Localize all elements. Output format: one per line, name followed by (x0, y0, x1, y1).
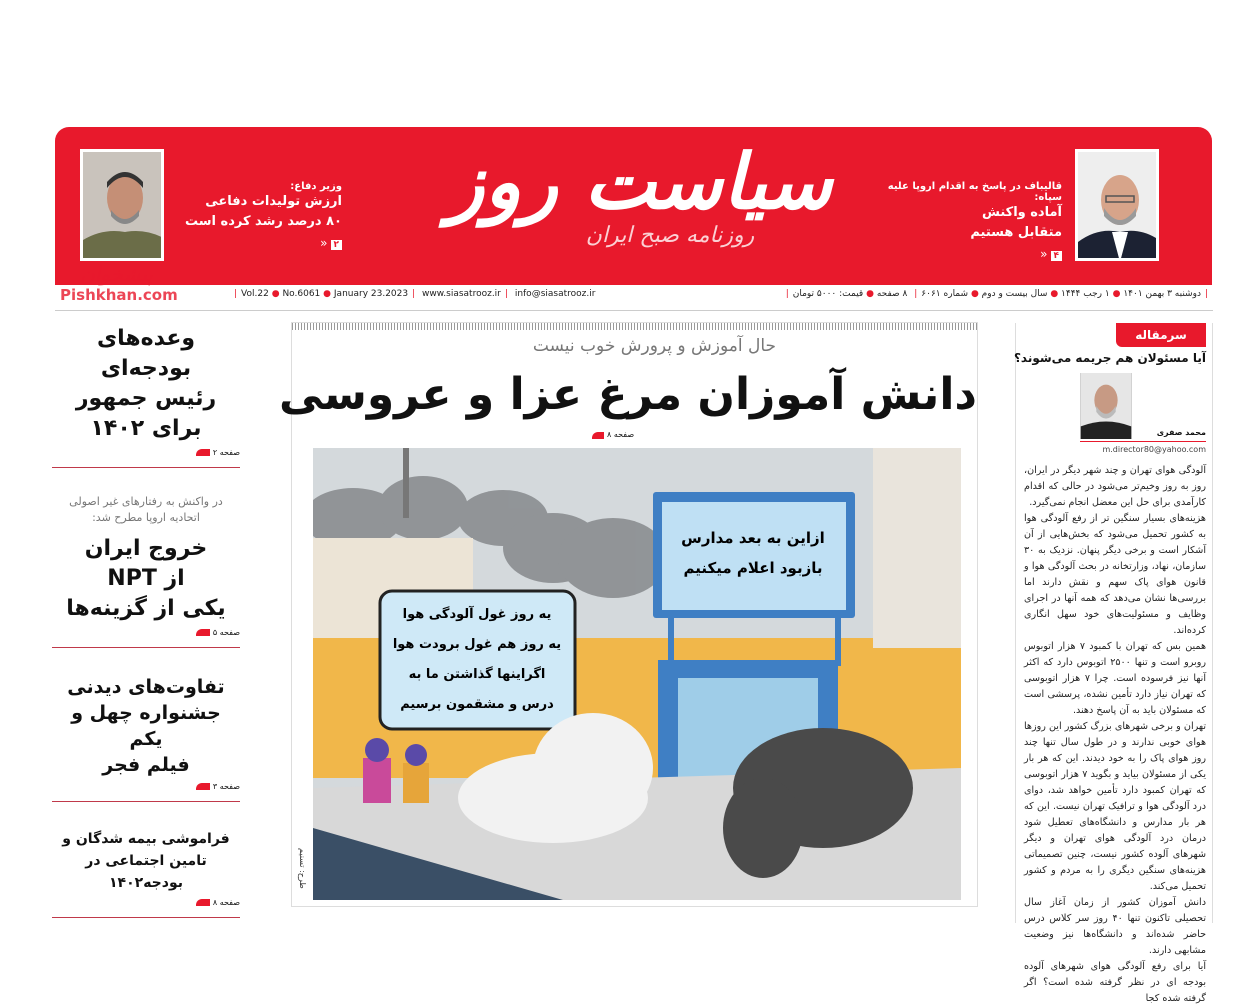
text: سیاست روز (447, 137, 833, 226)
text: برای ۱۴۰۲ (90, 416, 202, 441)
chevron-icon: « (320, 236, 328, 250)
editorial[interactable] (1013, 323, 1213, 1004)
sign-text: بازبود اعلام میکنیم (683, 559, 823, 577)
text: قالیباف در پاسخ به اقدام اروپا علیه سپاه: (887, 181, 1062, 203)
text: دوشنبه ۳ بهمن ۱۴۰۱ (1123, 289, 1201, 299)
page-ref (52, 898, 240, 907)
website-link[interactable]: www.siasatrooz.ir (422, 289, 501, 299)
bubble-text: درس و مشقمون برسیم (400, 697, 554, 712)
text: تهران و برخی شهرهای بزرگ کشور این روزها هوای خوبی ندارند و در طول سال تنها چند روز هوای پاک را به خود دیدند. این که هر بار یکی از مسئولان بیاید و بگوید ۷ هزار اتوبوسی که تهران کمبود دارد تأمین خواهد شد، دوای درد آلودگی هوا و ترافیک تهران نیست. این که هر بار مدارس و دانشگاه‌های تعطیل شود درمان درد آلودگی هوای تهران و دیگر شهرهای آلوده کشور نیست، چنین تصمیماتی هزینه‌های سنگین دیگری را به مردم و کشور تحمیل می‌کند. (1024, 721, 1206, 892)
text: پیشخوان (80, 262, 153, 286)
text: رئیس جمهور (75, 386, 217, 411)
editorial-body (1024, 463, 1206, 1007)
text: همین بس که تهران با کمبود ۷ هزار اتوبوس روبرو است و تنها ۲۵۰۰ اتوبوس دارد که اکثر آنها نیز فرسوده است. چرا ۷ هزار اتوبوسی که تهران نیاز دارد تأمین نشده، پرسشی است که مسئولان باید به آن پاسخ دهند. (1024, 641, 1207, 716)
text: آلودگی هوای تهران و چند شهر دیگر در ایران، روز به روز وخیم‌تر می‌شود در حالی که اقدام کارآمدی برای حل این معضل انجام نمی‌گیرد. (1024, 465, 1206, 508)
text: آماده واکنش (981, 205, 1062, 220)
text: صفحه ۳ (212, 782, 240, 791)
main-headline: دانش آموزان مرغ عزا و عروسی (279, 369, 977, 420)
divider (55, 310, 1213, 311)
defense-minister-photo (80, 149, 164, 261)
divider (1080, 441, 1206, 442)
editorial-title: آیا مسئولان هم جریمه می‌شوند؟ (1013, 351, 1206, 365)
text: اتحادیه اروپا مطرح شد: (92, 511, 200, 524)
text: جشنواره چهل و یکم (71, 702, 221, 750)
left-column (52, 324, 240, 918)
text: تامین اجتماعی در بودجه۱۴۰۲ (85, 853, 207, 891)
text: وزیر دفاع: (290, 181, 342, 192)
text: دانش آموزان کشور از زمان آغاز سال تحصیلی تاکنون تنها ۴۰ روز سر کلاس درس حاضر شده‌اند و دانشگاه‌ها نیز وضعیت مشابهی دارند. (1024, 897, 1206, 956)
email-link[interactable]: info@siasatrooz.ir (514, 289, 596, 299)
masthead-banner (55, 127, 1212, 285)
cartoon-illustration (313, 448, 961, 900)
info-strip: | Vol.22 ● No.6061 ● January 23.2023 | www.siasatrooz.ir | info@siasatrooz.ir |دوشنبه ۳ بهمن ۱۴۰۱ ● ۱ رجب ۱۴۴۴ ● سال بیست و دوم ● شماره ۶۰۶۱| ۸ صفحه ● قیمت: ۵۰۰۰ تومان| (234, 289, 1208, 299)
text: خروج ایران (84, 536, 208, 561)
text: صفحه ۸ (212, 898, 240, 907)
main-kicker: حال آموزش و پرورش خوب نیست (532, 336, 777, 356)
cartoon-credit: طرح: تسنیم (298, 848, 307, 889)
text: وعده‌های بودجه‌ای (96, 326, 196, 381)
text: ارزش تولیدات دفاعی (205, 194, 342, 209)
page-marker-icon (196, 629, 210, 636)
newspaper-logo (430, 127, 850, 282)
editorial-tag: سرمقاله (1116, 323, 1206, 347)
text: Vol.22 (241, 289, 269, 299)
text: ۸۰ درصد رشد کرده است (185, 214, 342, 229)
text: January 23.2023 (333, 289, 409, 299)
text: در واکنش به رفتارهای غیر اصولی (69, 495, 223, 508)
story-insurance[interactable] (52, 828, 240, 918)
text: تفاوت‌های دیدنی (67, 676, 225, 698)
text: صفحه ۵ (212, 628, 240, 637)
teaser-defense[interactable] (162, 181, 342, 251)
story-npt-exit[interactable] (52, 494, 240, 648)
text: یکی از گزینه‌ها (66, 596, 226, 621)
text: هزینه‌های بسیار سنگین تر از رفع آلودگی هوا به کشور تحمیل می‌شود که بخش‌هایی از آن آشکار است و برخی دیگر پنهان. نزدیک به ۳۰ سازمان، نهاد، وزارتخانه در بحث آلودگی هوا و قانون هوای پاک سهم و نقش دارند اما بررسی‌ها نشان می‌دهد که همه آنها در اجرای وظایف و مسئولیت‌های خود سهل انگاری کرده‌اند. (1024, 513, 1206, 636)
decorative-rule (292, 323, 977, 330)
text: صفحه ۸ (607, 430, 635, 439)
story-fajr-festival[interactable] (52, 674, 240, 802)
teaser-qalibaf[interactable] (862, 181, 1062, 262)
text: متقابل هستیم (970, 225, 1062, 240)
page-marker-icon (196, 449, 210, 456)
story-budget-promises[interactable] (52, 324, 240, 468)
page-marker-icon (196, 783, 210, 790)
qalibaf-photo (1075, 149, 1159, 261)
main-story[interactable] (279, 322, 978, 907)
page-marker-icon (592, 432, 604, 439)
bubble-text: یه روز هم غول برودت هوا (392, 637, 562, 652)
chevron-icon: « (1040, 247, 1048, 261)
bubble-text: یه روز غول آلودگی هوا (402, 607, 552, 622)
watermark (60, 262, 178, 304)
sign-text: ازاین به بعد مدارس (681, 529, 825, 547)
page-ref: ۴ (1051, 251, 1063, 261)
text: ۸ صفحه (876, 289, 908, 299)
text: سال بیست و دوم (981, 289, 1048, 299)
text: فراموشی بیمه شدگان و (62, 831, 230, 847)
author-email[interactable]: m.director80@yahoo.com (1102, 445, 1206, 454)
author-photo (1080, 373, 1132, 439)
text: آیا برای رفع آلودگی هوای شهرهای آلوده بودجه ای در نظر گرفته شده است؟ اگر گرفته شده کجا (1024, 961, 1206, 1004)
bubble-text: اگراینها گذاشتن ما به (408, 667, 546, 682)
text: شماره ۶۰۶۱ (921, 289, 969, 299)
page-ref (52, 448, 240, 457)
text: روزنامه صبح ایران (585, 223, 755, 248)
page-ref: ۲ (331, 240, 343, 250)
text: فیلم فجر (102, 754, 190, 776)
page-ref (52, 782, 240, 791)
text: قیمت: ۵۰۰۰ تومان (792, 289, 864, 299)
page-ref (592, 429, 634, 441)
page-ref (52, 628, 240, 637)
page-marker-icon (196, 899, 210, 906)
text: از NPT (107, 566, 185, 591)
text: صفحه ۲ (212, 448, 240, 457)
text: Pishkhan.com (60, 286, 178, 304)
text: ۱ رجب ۱۴۴۴ (1061, 289, 1110, 299)
author-name: محمد صفری (1156, 428, 1206, 437)
text: No.6061 (282, 289, 321, 299)
